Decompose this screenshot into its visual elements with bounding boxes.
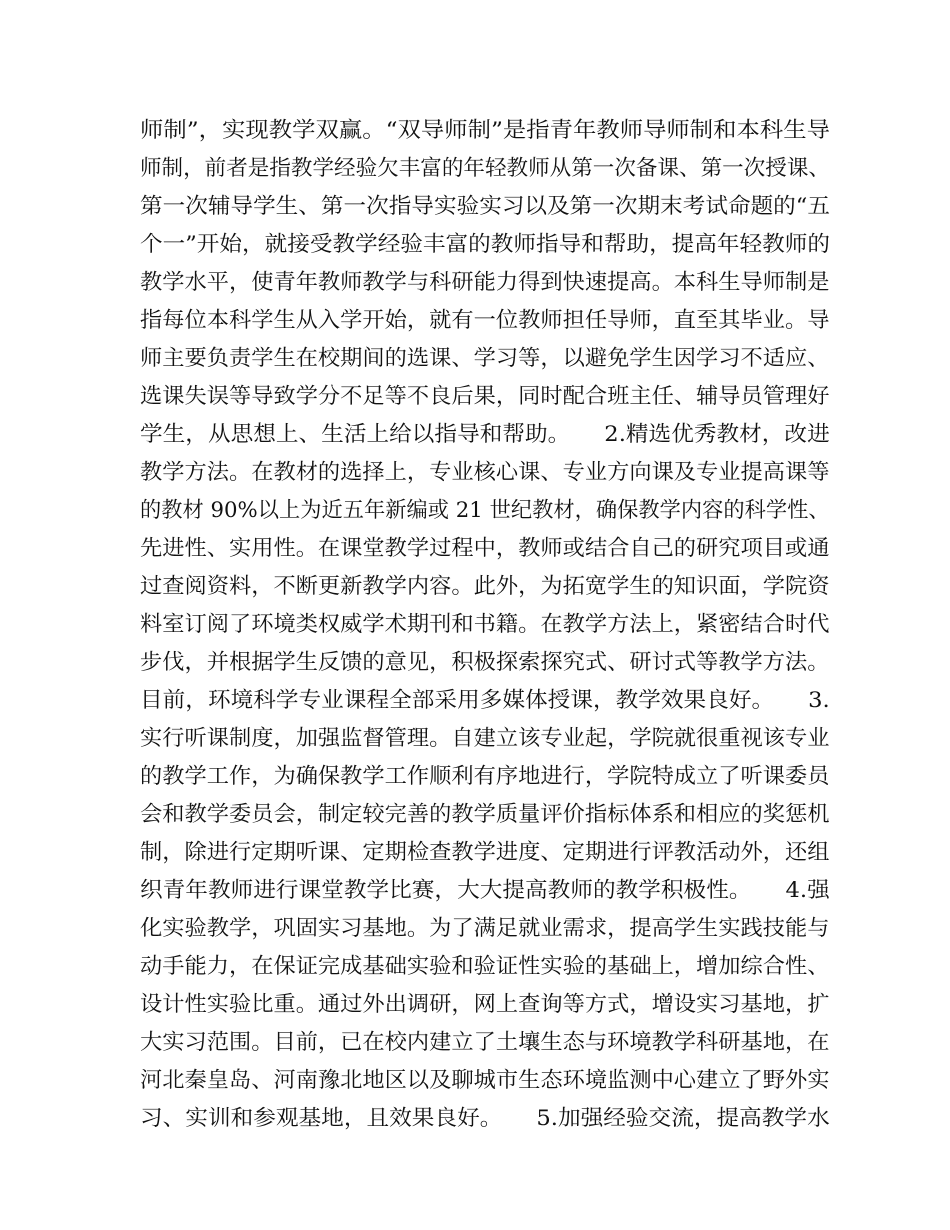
text-line: 指每位本科学生从入学开始，就有一位教师担任导师，直至其毕业。导	[140, 308, 830, 333]
text-line: 师主要负责学生在校期间的选课、学习等，以避免学生因学习不适应、	[140, 346, 830, 371]
text-line: 大实习范围。目前，已在校内建立了土壤生态与环境教学科研基地，在	[140, 1030, 830, 1055]
text-line: 河北秦皇岛、河南豫北地区以及聊城市生态环境监测中心建立了野外实	[140, 1068, 830, 1093]
text-line: 的教学工作，为确保教学工作顺利有序地进行，学院特成立了听课委员	[140, 764, 830, 789]
text-line: 选课失误等导致学分不足等不良后果，同时配合班主任、辅导员管理好	[140, 384, 830, 409]
text-line: 过查阅资料，不断更新教学内容。此外，为拓宽学生的知识面，学院资	[140, 574, 830, 599]
text-line: 习、实训和参观基地，且效果良好。 5.加强经验交流，提高教学水	[140, 1106, 830, 1131]
body-text	[140, 112, 830, 1138]
text-line: 制，除进行定期听课、定期检查教学进度、定期进行评教活动外，还组	[140, 840, 830, 865]
text-line: 师制，前者是指教学经验欠丰富的年轻教师从第一次备课、第一次授课、	[140, 156, 831, 181]
text-line: 目前，环境科学专业课程全部采用多媒体授课，教学效果良好。 3.	[140, 688, 830, 713]
text-line: 学生，从思想上、生活上给以指导和帮助。 2.精选优秀教材，改进	[140, 422, 830, 447]
text-line: 料室订阅了环境类权威学术期刊和书籍。在教学方法上，紧密结合时代	[140, 612, 830, 637]
text-line: 会和教学委员会，制定较完善的教学质量评价指标体系和相应的奖惩机	[140, 802, 830, 827]
text-line: 教学水平，使青年教师教学与科研能力得到快速提高。本科生导师制是	[140, 270, 830, 295]
text-line: 师制”，实现教学双赢。“双导师制”是指青年教师导师制和本科生导	[140, 118, 830, 143]
text-line: 设计性实验比重。通过外出调研，网上查询等方式，增设实习基地，扩	[140, 992, 830, 1017]
text-line: 先进性、实用性。在课堂教学过程中，教师或结合自己的研究项目或通	[140, 536, 830, 561]
text-line: 化实验教学，巩固实习基地。为了满足就业需求，提高学生实践技能与	[140, 916, 830, 941]
text-line: 的教材 90%以上为近五年新编或 21 世纪教材，确保教学内容的科学性、	[140, 498, 830, 523]
text-line: 个一”开始，就接受教学经验丰富的教师指导和帮助，提高年轻教师的	[140, 232, 830, 257]
text-line: 动手能力，在保证完成基础实验和验证性实验的基础上，增加综合性、	[140, 954, 830, 979]
text-line: 第一次辅导学生、第一次指导实验实习以及第一次期末考试命题的“五	[140, 194, 830, 219]
text-line: 步伐，并根据学生反馈的意见，积极探索探究式、研讨式等教学方法。	[140, 650, 830, 675]
text-line: 实行听课制度，加强监督管理。自建立该专业起，学院就很重视该专业	[140, 726, 830, 751]
text-line: 织青年教师进行课堂教学比赛，大大提高教师的教学积极性。 4.强	[140, 878, 830, 903]
text-line: 教学方法。在教材的选择上，专业核心课、专业方向课及专业提高课等	[140, 460, 830, 485]
